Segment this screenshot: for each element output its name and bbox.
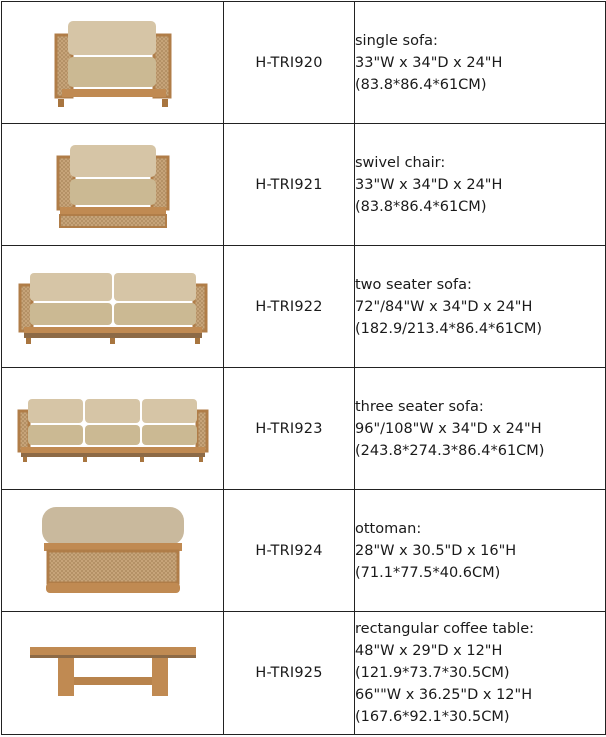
coffee-table-image xyxy=(28,643,198,703)
product-name: ottoman: xyxy=(355,520,422,537)
product-description xyxy=(355,246,606,368)
dimensions-cm-alt: (167.6*92.1*30.5CM) xyxy=(355,709,510,725)
product-name: single sofa: xyxy=(355,32,438,49)
dimensions-inches: 33"W x 34"D x 24"H xyxy=(355,176,503,193)
dimensions-inches-alt: 66""W x 36.25"D x 12"H xyxy=(355,687,533,703)
ottoman-image xyxy=(38,503,188,599)
product-description xyxy=(355,490,606,612)
dimensions-cm: (243.8*274.3*86.4*61CM) xyxy=(355,442,545,459)
product-description xyxy=(355,2,606,124)
product-code: H-TRI922 xyxy=(224,246,355,368)
dimensions-cm: (182.9/213.4*86.4*61CM) xyxy=(355,320,543,337)
product-image-cell xyxy=(2,612,224,735)
product-description xyxy=(355,124,606,246)
product-name: swivel chair: xyxy=(355,154,446,171)
table-row xyxy=(2,368,606,490)
dimensions-cm: (83.8*86.4*61CM) xyxy=(355,198,487,215)
table-row xyxy=(2,246,606,368)
table-row xyxy=(2,2,606,124)
product-code: H-TRI925 xyxy=(224,612,355,735)
product-image-cell xyxy=(2,246,224,368)
product-name: three seater sofa: xyxy=(355,398,484,415)
product-spec-table xyxy=(1,1,606,735)
product-description xyxy=(355,368,606,490)
product-image-cell xyxy=(2,490,224,612)
product-description xyxy=(355,612,606,735)
product-image-cell xyxy=(2,368,224,490)
product-code: H-TRI921 xyxy=(224,124,355,246)
table-row xyxy=(2,124,606,246)
dimensions-cm: (121.9*73.7*30.5CM) xyxy=(355,665,510,681)
table-row xyxy=(2,612,606,735)
two-seater-sofa-image xyxy=(18,267,208,347)
dimensions-cm: (83.8*86.4*61CM) xyxy=(355,76,487,93)
dimensions-inches: 28"W x 30.5"D x 16"H xyxy=(355,542,517,559)
product-name: two seater sofa: xyxy=(355,276,472,293)
product-image-cell xyxy=(2,2,224,124)
dimensions-inches: 33"W x 34"D x 24"H xyxy=(355,54,503,71)
dimensions-inches: 96"/108"W x 34"D x 24"H xyxy=(355,420,542,437)
three-seater-sofa-image xyxy=(17,395,209,463)
product-image-cell xyxy=(2,124,224,246)
dimensions-inches: 48"W x 29"D x 12"H xyxy=(355,643,503,659)
product-name: rectangular coffee table: xyxy=(355,621,535,637)
product-code: H-TRI923 xyxy=(224,368,355,490)
dimensions-cm: (71.1*77.5*40.6CM) xyxy=(355,564,501,581)
table-row xyxy=(2,490,606,612)
product-code: H-TRI920 xyxy=(224,2,355,124)
dimensions-inches: 72"/84"W x 34"D x 24"H xyxy=(355,298,533,315)
swivel-chair-image xyxy=(48,135,178,235)
single-sofa-image xyxy=(48,13,178,113)
product-code: H-TRI924 xyxy=(224,490,355,612)
